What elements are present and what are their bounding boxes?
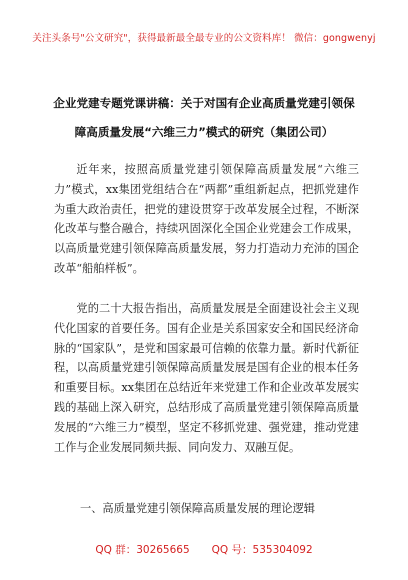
footer-contact <box>0 542 408 557</box>
document-title-line-1: 企业党建专题党课讲稿：关于对国有企业高质量党建引领保 <box>53 96 355 110</box>
document-title-line-2: 障高质量发展“六维三力”模式的研究（集团公司） <box>74 125 334 139</box>
paragraph-1: 近年来，按照高质量党建引领保障高质量发展“六维三力”模式，xx集团党组结合在“两都”重组新起点，把抓党建作为重大政治责任，把党的建设贯穿于改革发展全过程，不断深化改革与整合融合，持续巩固深化全国企业党建会工作成果，以高质量党建引领保障高质量发展，努力打造动力充沛的国企改革“船舶样板”。 <box>54 163 359 275</box>
footer-qq-number: QQ 号：535304092 <box>211 544 313 556</box>
footer-qq-group: QQ 群：30265665 <box>95 544 190 556</box>
paragraph-2: 党的二十大报告指出，高质量发展是全面建设社会主义现代化国家的首要任务。国有企业是关系国家安全和国民经济命脉的“国家队”，是党和国家最可信赖的依靠力量。新时代新征程，以高质量党建引领保障高质量发展是国有企业的根本任务和重要目标。xx集团在总结近年来党建工作和企业改革发展实践的基础上深入研究，总结形成了高质量党建引领保障高质量发展的“六维三力”模型，坚定不移抓党建、强党建，推动党建工作与企业发展同频共振、同向发力、双融互促。 <box>54 302 359 454</box>
section-heading: 一、高质量党建引领保障高质量发展的理论逻辑 <box>80 502 315 515</box>
header-banner: 关注头条号"公文研究"，获得最新最全最专业的公文资料库！ 微信：gongwenyj <box>32 33 376 44</box>
